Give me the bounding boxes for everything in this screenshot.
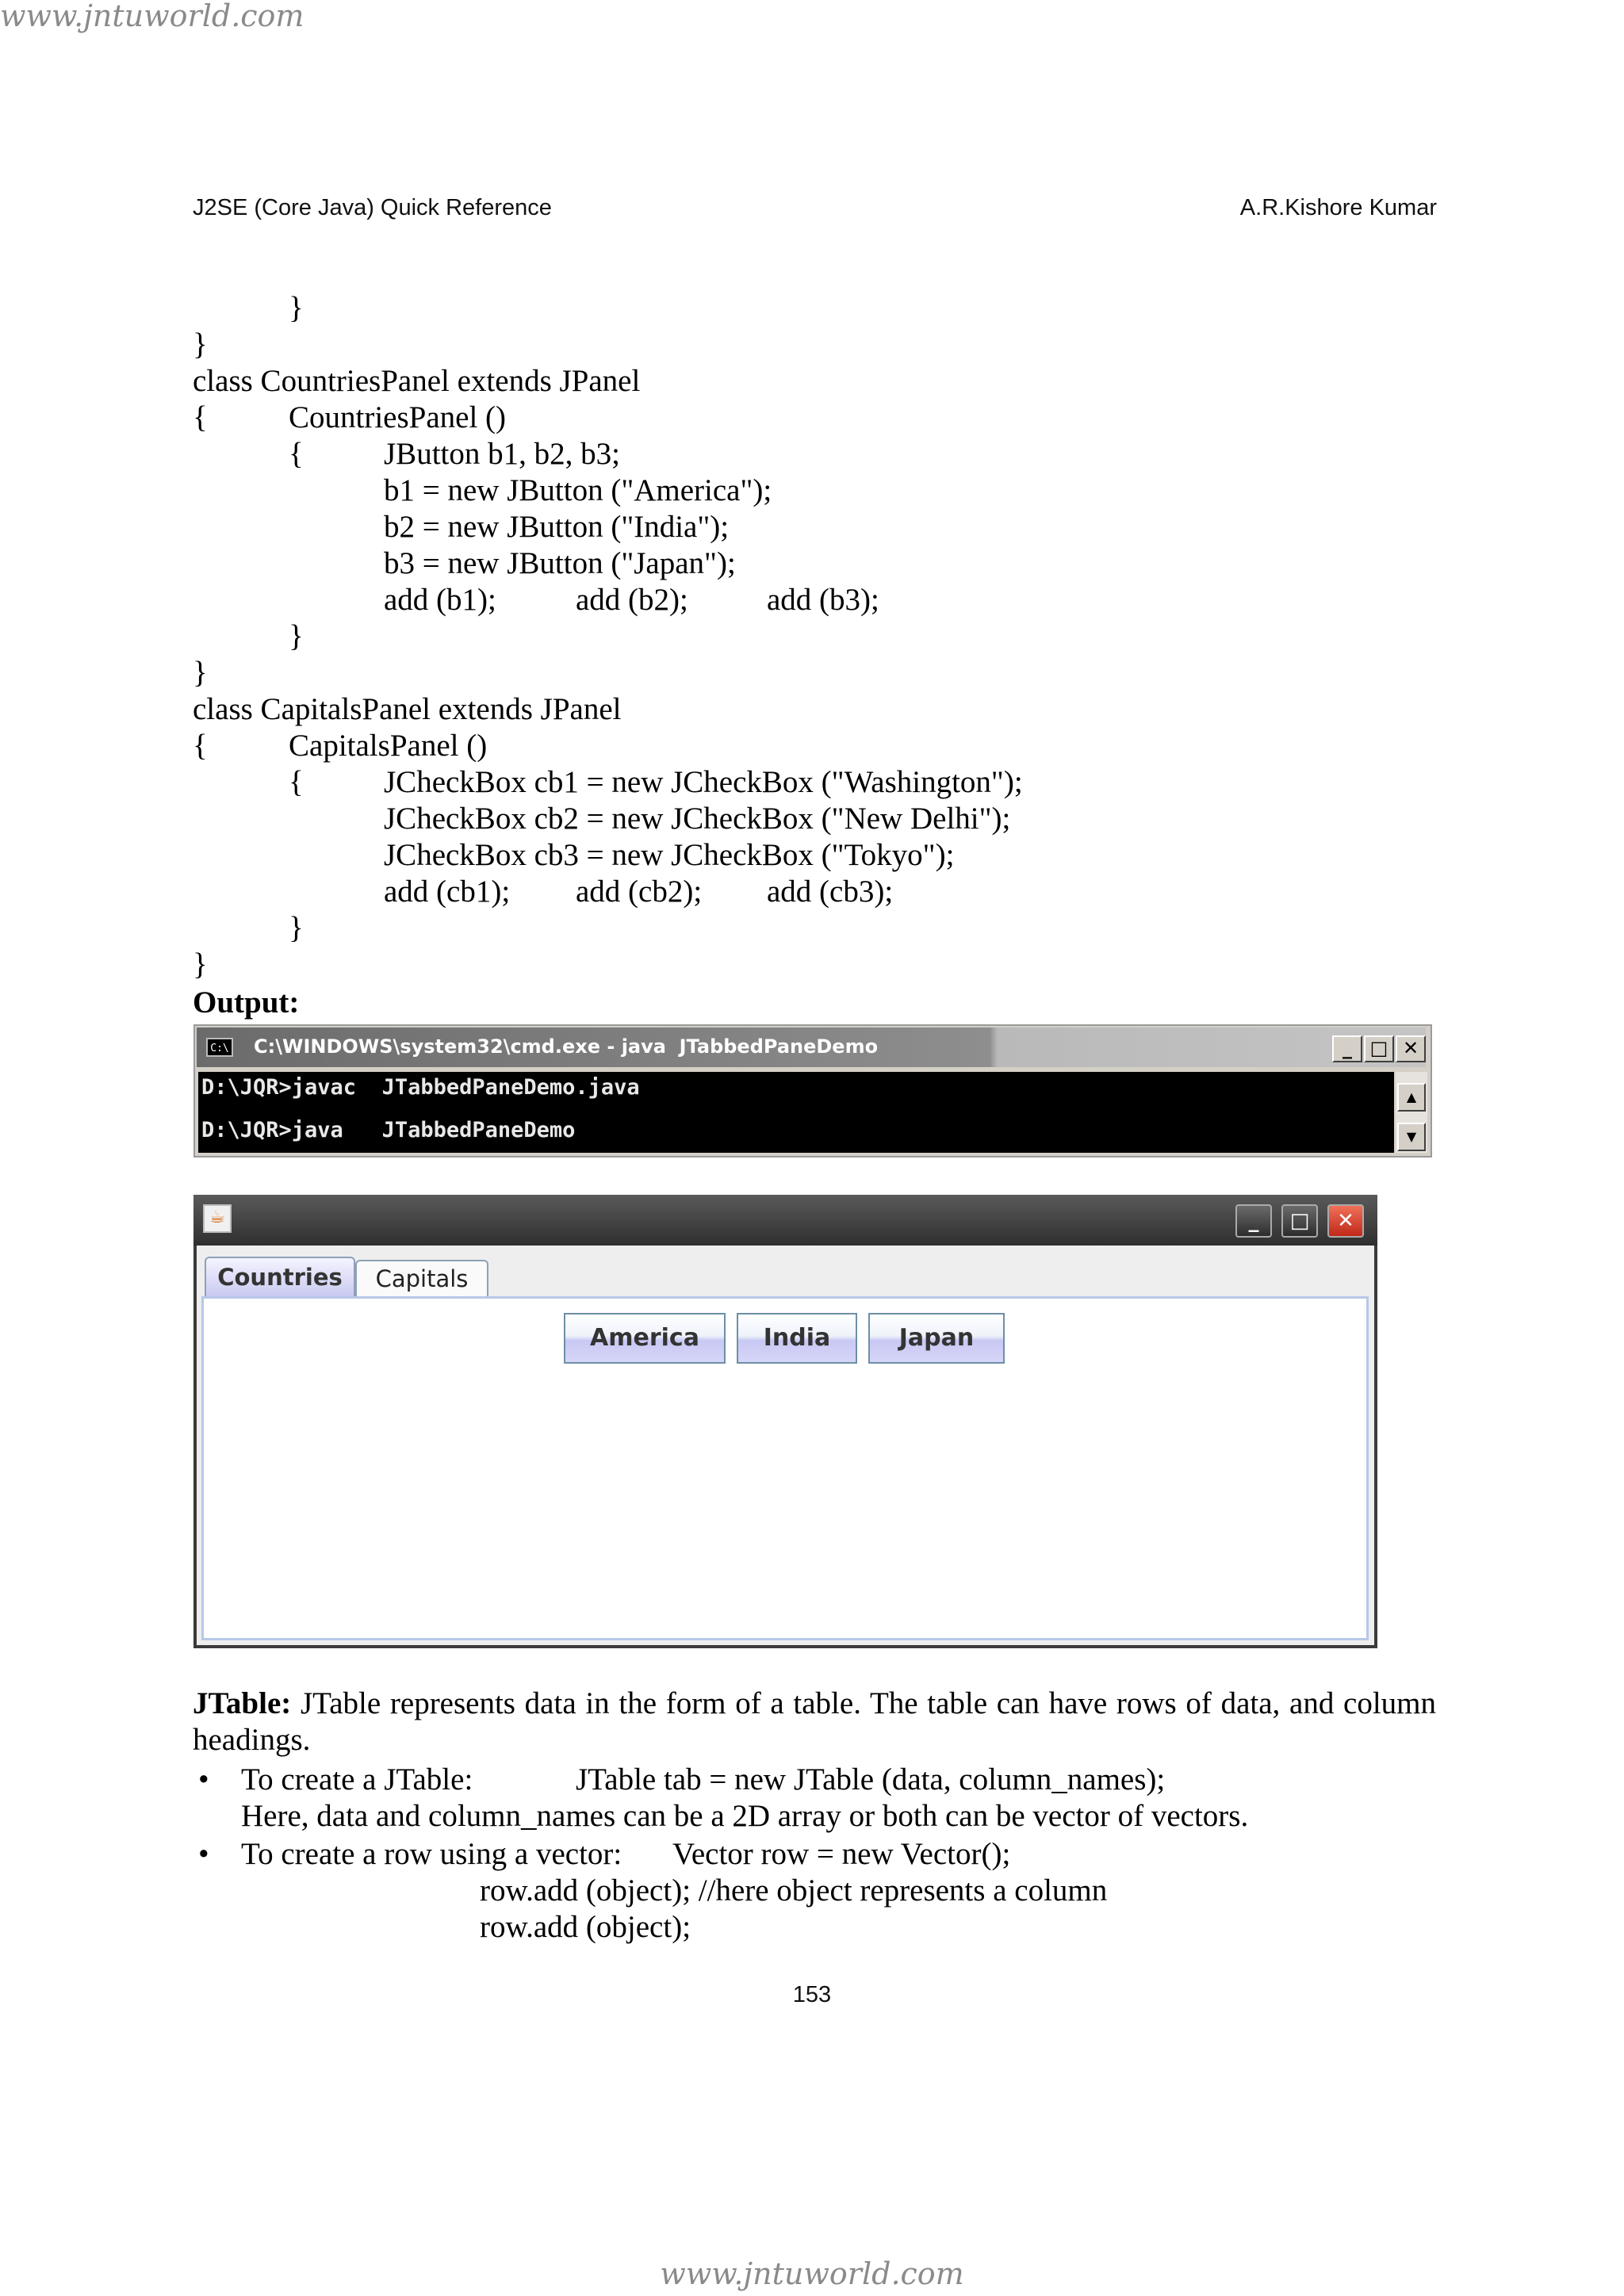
code-line: JCheckBox cb1 = new JCheckBox ("Washington"); bbox=[384, 765, 1023, 799]
bullet-icon: • bbox=[198, 1837, 209, 1871]
code-line: JCheckBox cb3 = new JCheckBox ("Tokyo"); bbox=[384, 838, 955, 872]
bullet1-note: Here, data and column_names can be a 2D array or both can be vector of vectors. bbox=[241, 1799, 1249, 1833]
code-line: JButton b1, b2, b3; bbox=[384, 437, 620, 471]
jtable-paragraph bbox=[193, 1686, 1436, 1758]
code-line: { bbox=[289, 765, 304, 799]
code-line: } bbox=[193, 656, 208, 690]
code-line: { bbox=[289, 437, 304, 471]
output-label: Output: bbox=[193, 985, 300, 1020]
bullet2-line3: row.add (object); bbox=[480, 1910, 691, 1944]
code-line: } bbox=[289, 619, 304, 653]
bullet2-label: To create a row using a vector: bbox=[241, 1837, 622, 1871]
close-icon[interactable]: ✕ bbox=[1327, 1204, 1364, 1238]
code-line: JCheckBox cb2 = new JCheckBox ("New Delhi"); bbox=[384, 802, 1011, 836]
header-author: A.R.Kishore Kumar bbox=[1239, 195, 1437, 220]
tab-countries[interactable]: Countries bbox=[205, 1257, 355, 1298]
bullet2-code: Vector row = new Vector(); bbox=[672, 1837, 1011, 1871]
code-line: CountriesPanel () bbox=[289, 400, 507, 434]
cmd-scrollbar[interactable] bbox=[1396, 1072, 1427, 1153]
close-icon[interactable]: ✕ bbox=[1396, 1035, 1426, 1062]
bullet1-code: JTable tab = new JTable (data, column_names); bbox=[576, 1762, 1166, 1797]
code-line: } bbox=[289, 911, 304, 945]
cmd-window bbox=[193, 1024, 1432, 1158]
code-line: add (cb3); bbox=[767, 874, 894, 909]
code-line: CapitalsPanel () bbox=[289, 729, 488, 763]
code-line: class CapitalsPanel extends JPanel bbox=[193, 692, 622, 726]
code-line: add (b2); bbox=[576, 583, 688, 617]
code-line: add (b3); bbox=[767, 583, 879, 617]
java-cup-icon: ☕ bbox=[203, 1204, 232, 1233]
cmd-window-icon: C:\ bbox=[206, 1038, 233, 1057]
america-button[interactable]: America bbox=[564, 1313, 726, 1364]
minimize-icon[interactable]: _ bbox=[1235, 1204, 1272, 1238]
code-line: } bbox=[289, 291, 304, 325]
code-line: b2 = new JButton ("India"); bbox=[384, 510, 730, 544]
java-window bbox=[193, 1195, 1377, 1648]
cmd-console[interactable] bbox=[198, 1072, 1394, 1153]
code-line: } bbox=[193, 327, 208, 362]
code-line: b1 = new JButton ("America"); bbox=[384, 473, 772, 507]
code-line: b3 = new JButton ("Japan"); bbox=[384, 546, 736, 580]
tab-panel bbox=[201, 1296, 1369, 1640]
scroll-up-icon[interactable]: ▲ bbox=[1397, 1083, 1426, 1112]
code-line: add (cb1); bbox=[384, 874, 511, 909]
console-line: D:\JQR>java JTabbedPaneDemo bbox=[201, 1118, 576, 1142]
india-button[interactable]: India bbox=[737, 1313, 857, 1364]
code-line: class CountriesPanel extends JPanel bbox=[193, 364, 641, 398]
code-line: add (b1); bbox=[384, 583, 496, 617]
bullet1-label: To create a JTable: bbox=[241, 1762, 473, 1797]
header-title: J2SE (Core Java) Quick Reference bbox=[193, 195, 552, 220]
minimize-icon[interactable]: _ bbox=[1332, 1035, 1362, 1062]
tab-capitals[interactable]: Capitals bbox=[355, 1260, 488, 1298]
code-line: } bbox=[193, 947, 208, 982]
java-titlebar[interactable] bbox=[193, 1195, 1377, 1246]
java-content bbox=[197, 1246, 1374, 1645]
cmd-title: C:\WINDOWS\system32\cmd.exe - java JTabbedPaneDemo bbox=[254, 1035, 879, 1058]
bullet2-line2: row.add (object); //here object represents a column bbox=[480, 1873, 1108, 1908]
watermark-bottom: www.jntuworld.com bbox=[660, 2256, 964, 2291]
cmd-titlebar[interactable] bbox=[197, 1027, 1426, 1067]
page-number: 153 bbox=[792, 1982, 832, 2007]
console-line: D:\JQR>javac JTabbedPaneDemo.java bbox=[201, 1075, 640, 1100]
maximize-icon[interactable]: □ bbox=[1364, 1035, 1394, 1062]
code-line: { bbox=[193, 400, 208, 434]
bullet-icon: • bbox=[198, 1762, 209, 1797]
jtable-intro: JTable represents data in the form of a table. The table can have rows of data, and column headings. bbox=[193, 1686, 1436, 1757]
watermark-top: www.jntuworld.com bbox=[0, 0, 304, 33]
scroll-down-icon[interactable]: ▼ bbox=[1397, 1123, 1426, 1151]
code-line: { bbox=[193, 729, 208, 763]
maximize-icon[interactable]: □ bbox=[1281, 1204, 1318, 1238]
jtable-term: JTable: bbox=[193, 1686, 292, 1720]
japan-button[interactable]: Japan bbox=[868, 1313, 1005, 1364]
code-line: add (cb2); bbox=[576, 874, 703, 909]
